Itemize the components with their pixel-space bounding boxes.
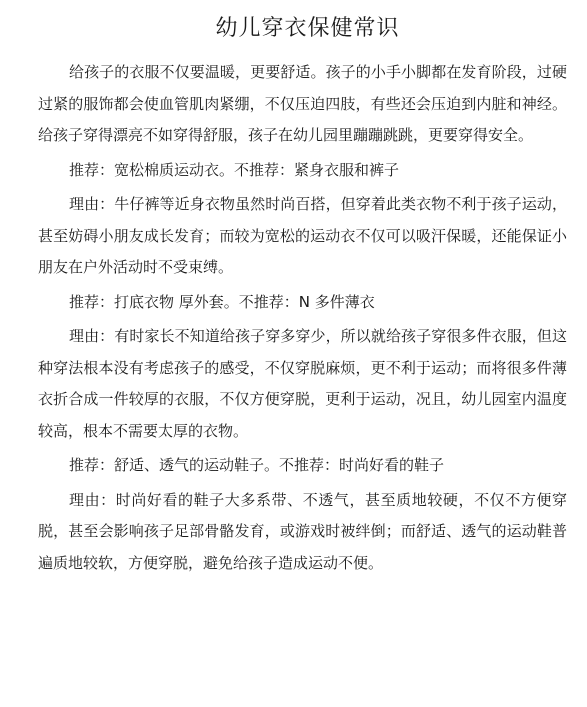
reason-layers: 理由：有时家长不知道给孩子穿多穿少，所以就给孩子穿很多件衣服，但这种穿法根本没有考虑孩子的感受，不仅穿脱麻烦，更不利于运动；而将很多件薄衣折合成一件较厚的衣服，不仅方便穿脱，更利于运动，况且，幼儿园室内温度较高，根本不需要太厚的衣物。 xyxy=(38,327,567,440)
recommendation-shoes: 推荐：舒适、透气的运动鞋子。不推荐：时尚好看的鞋子 xyxy=(69,456,445,474)
reason-clothing: 理由：牛仔裤等近身衣物虽然时尚百搭，但穿着此类衣物不利于孩子运动，甚至妨碍小朋友成长发育；而较为宽松的运动衣不仅可以吸汗保暖，还能保证小朋友在户外活动时不受束缚。 xyxy=(38,195,567,276)
document-title: 幼儿穿衣保健常识 xyxy=(215,16,400,41)
recommendation-layers: 推荐：打底衣物 厚外套。不推荐：N 多件薄衣 xyxy=(69,292,375,311)
reason-shoes: 理由：时尚好看的鞋子大多系带、不透气，甚至质地较硬，不仅不方便穿脱，甚至会影响孩子足部骨骼发育，或游戏时被绊倒；而舒适、透气的运动鞋普遍质地较软，方便穿脱，避免给孩子造成运动不便。 xyxy=(38,490,567,572)
intro-paragraph: 给孩子的衣服不仅要温暖，更要舒适。孩子的小手小脚都在发育阶段，过硬过紧的服饰都会使血管肌肉紧绷，不仅压迫四肢，有些还会压迫到内脏和神经。给孩子穿得漂亮不如穿得舒服，孩子在幼儿园里蹦蹦跳跳，更要穿得安全。 xyxy=(38,63,567,144)
recommendation-clothing: 推荐：宽松棉质运动衣。不推荐：紧身衣服和裤子 xyxy=(69,160,400,179)
